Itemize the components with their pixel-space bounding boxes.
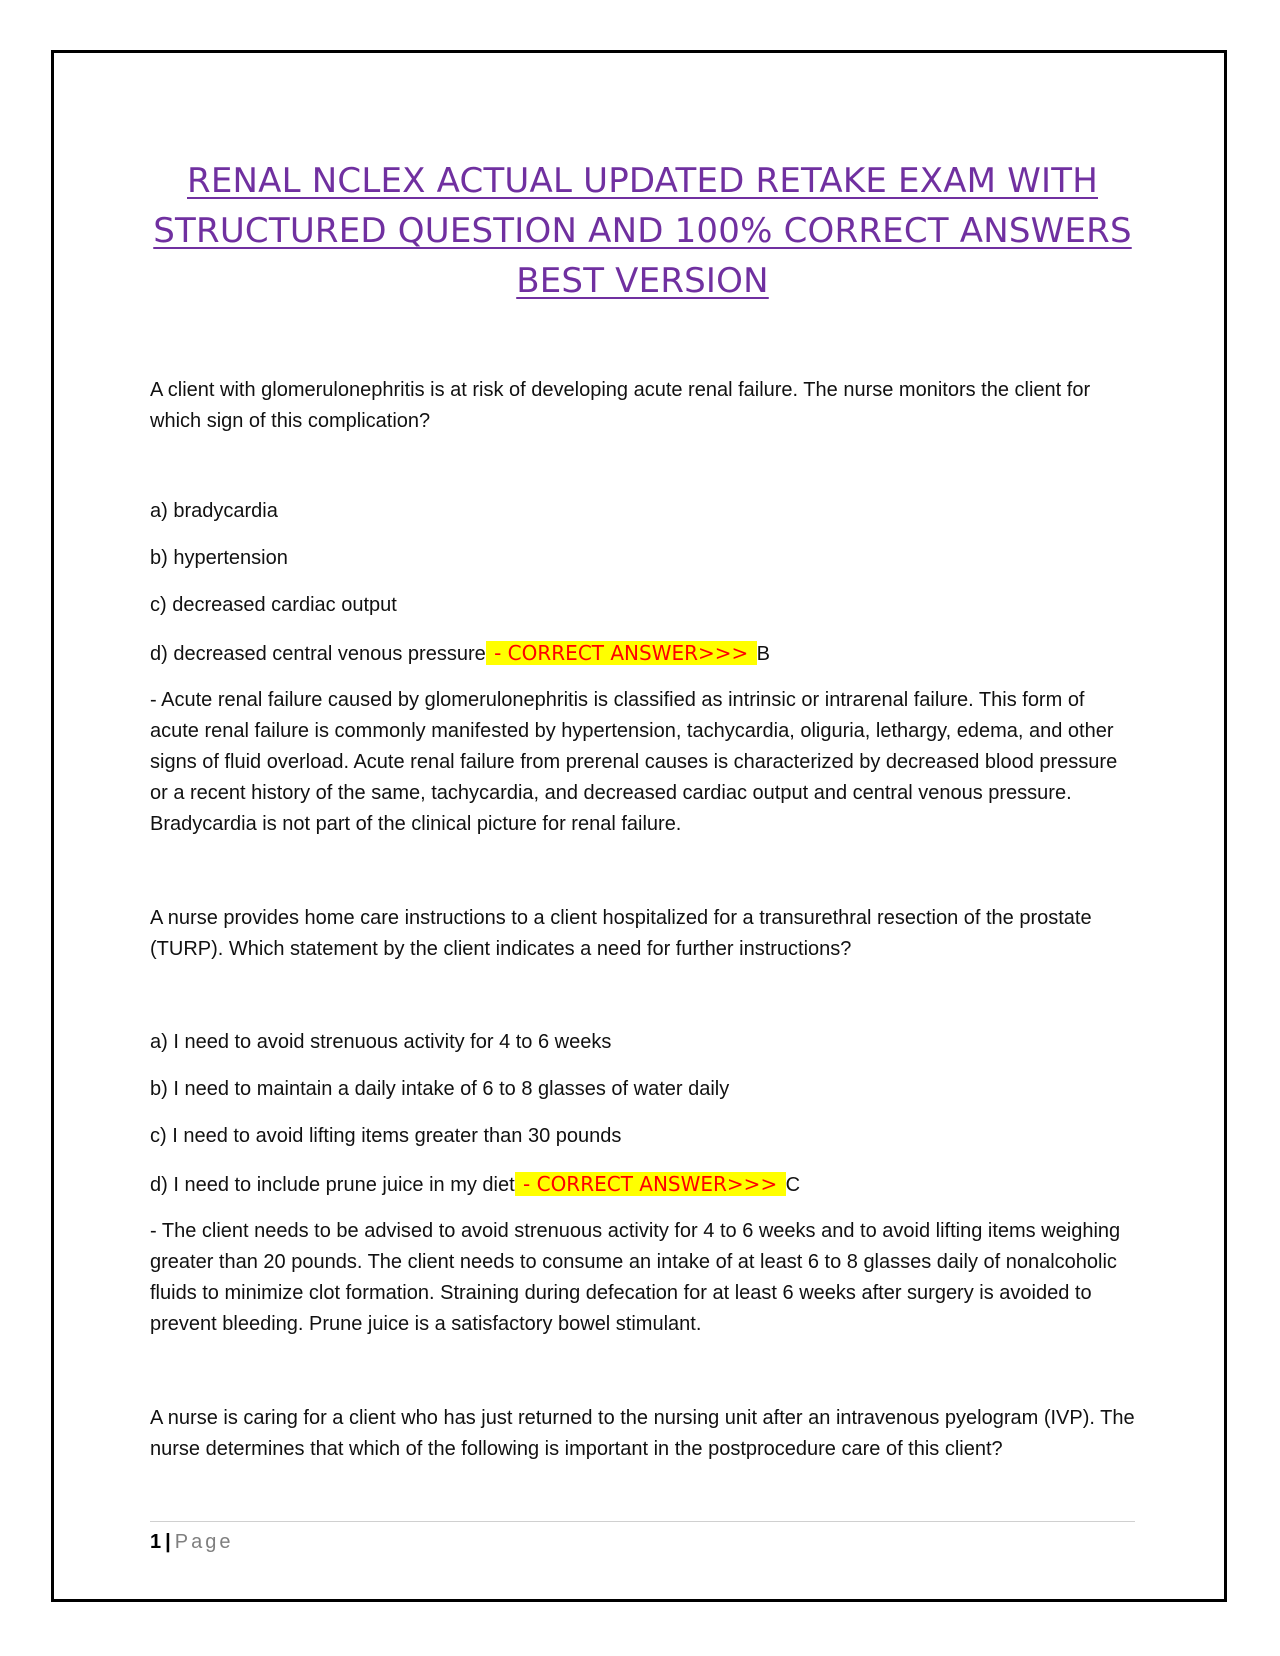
title-line-1: RENAL NCLEX ACTUAL UPDATED RETAKE EXAM WITH [187, 161, 1098, 201]
question-1-option-d: d) decreased central venous pressure [150, 643, 486, 665]
question-2-option-a: a) I need to avoid strenuous activity for 4 to 6 weeks [150, 1031, 612, 1053]
correct-answer-marker: - CORRECT ANSWER>>> [487, 641, 755, 665]
question-1-option-c: c) decreased cardiac output [150, 594, 397, 616]
question-2-stem: A nurse provides home care instructions to a client hospitalized for a transurethral resection of the prostate (TURP). Which statement by the client indicates a need for further instructions? [150, 907, 1092, 960]
question-1-option-b: b) hypertension [150, 547, 288, 569]
question-3-stem: A nurse is caring for a client who has just returned to the nursing unit after an intravenous pyelogram (IVP). The nurse determines that which of the following is important in the postprocedure care of this client? [150, 1407, 1135, 1460]
question-2-option-d-row [150, 1169, 800, 1201]
question-2-answer: C [785, 1174, 801, 1196]
document-title [150, 156, 1135, 306]
page-footer [150, 1527, 233, 1557]
question-1-rationale: - Acute renal failure caused by glomerulonephritis is classified as intrinsic or intrarenal failure. This form of acute renal failure is commonly manifested by hypertension, tachycardia, oliguria, lethargy, edema, and other signs of fluid overload. Acute renal failure from prerenal causes is characterized by decreased blood pressure or a recent history of the same, tachycardia, and decreased cardiac output and central venous pressure. Bradycardia is not part of the clinical picture for renal failure. [150, 689, 1118, 835]
correct-answer-marker: - CORRECT ANSWER>>> [516, 1172, 784, 1196]
footer-separator: | [165, 1531, 171, 1553]
page-number: 1 [150, 1531, 162, 1553]
question-2-option-d: d) I need to include prune juice in my diet [150, 1174, 515, 1196]
question-1-option-a: a) bradycardia [150, 500, 278, 522]
footer-divider [150, 1521, 1135, 1522]
question-1-answer: B [756, 643, 770, 665]
question-2-option-c: c) I need to avoid lifting items greater than 30 pounds [150, 1125, 622, 1147]
question-2-option-b: b) I need to maintain a daily intake of 6 to 8 glasses of water daily [150, 1078, 730, 1100]
question-1-stem: A client with glomerulonephritis is at risk of developing acute renal failure. The nurse monitors the client for which sign of this complication? [150, 379, 1091, 432]
page-label: Page [174, 1531, 234, 1553]
question-2-rationale: - The client needs to be advised to avoid strenuous activity for 4 to 6 weeks and to avoid lifting items weighing greater than 20 pounds. The client needs to consume an intake of at least 6 to 8 glasses daily of nonalcoholic fluids to minimize clot formation. Straining during defecation for at least 6 weeks after surgery is avoided to prevent bleeding. Prune juice is a satisfactory bowel stimulant. [150, 1220, 1121, 1335]
question-1-option-d-row [150, 638, 770, 670]
title-line-3: BEST VERSION [516, 261, 769, 301]
title-line-2: STRUCTURED QUESTION AND 100% CORRECT ANSWERS [153, 211, 1132, 251]
